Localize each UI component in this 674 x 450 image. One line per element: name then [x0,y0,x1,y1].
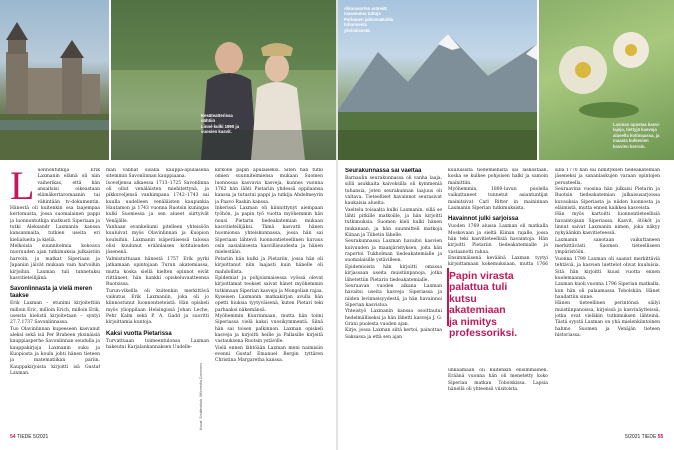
flower-caption: Laxman opastaa kasvi- lajeja, tiettyjä kasveja alueella kotimaassa, ja maasta kulkevien kasvien kerroin. [613,122,661,149]
left-column-2 [106,168,209,430]
paragraph: Laxman kuoli vuonna 1796 Siperian matkalla, kun hän oli palaamassa Tobolskiin. Hänet haudattiin sinne. [555,282,660,300]
castle-photo [0,0,109,160]
paragraph: Isoveljensa alkaessa 1713–1725 Savonlinna oli ollut venäläisten miehitettynä, ja pikkuveljensä vanhimpana 1742–1743 sai kuulla uudelleen venäläisten kaupunkia Hautamon ja 1743 vuonna Ruotsin kuningas kulki Suomessa ja sen alueet siirtyivät Venäjälle. [106,180,209,224]
paragraph: Vuonna 1799 Laxman oli saanut merkittäviä tehtäviä, ja kasvien luettelot olivat kuuluisia. Sitä hän kirjoitti kuusi vuotta ennen kuolemaansa. [555,256,660,281]
people-photo [111,0,336,160]
flower-photo [539,0,674,160]
section-heading: Savonlinnasta ja vielä meren taakse [10,286,93,300]
mountain-caption: Alkiovuorten eräreiät maaseutua tuttuja Perhanen jaikumatkoilla tuhannesta yksinäisestä. [344,6,394,33]
paragraph: Laxmanin sanotaan vaikuttaneen merkittävästi Suomen tieteelliseen ympäristöön. [555,237,660,256]
paragraph: Melkoisia suunnitelmia kokoava nuoruuden ajan tutkimuksia julkaistiin harvoin, ja matkat Siperiaan ja Japaniin jäivät mukaan vain harvoihin kirjoihin. Laxman tuli tunnetuksi kasvitieteilijänä. [10,244,100,281]
intro-paragraph: uonnontutkija Erik Laxmanin elämä oli niin vaiherikas, että hän ansaitsisi oikeastaan elämäkertaromaanin tai vähintään tv-dokumentin. Hänestä oli kuitenkin osa laajempaa kertomusta, jossa suomalainen pappi ja luonnontutkija matkusti Siperiaan ja tutki Aleksandr Laxmanin kanssa kansanmaita, tutkien useita eri kielialueita ja kieliä. [10,168,100,243]
pull-quote: Papin virasta palattua tuli kutsu akatemiaan ja nimitys professoriksi. [449,271,518,340]
issue-label: TIEDE 5/2021 [16,434,49,440]
right-folio [625,434,663,440]
page-gutter [336,0,338,450]
paragraph: Petariin hän kulki ja Pietariin, jossa hän oli kirjoittanut niin laajasti kuin hänelle oli mahdollista. [215,256,323,275]
paragraph: Seuraavina vuosina hän julkaisi Pietarin ja Ruotsin tiedeakatemian julkaisusarjoissa kuvauksia Siperiasta ja niiden luonnosta ja eläimistä, mutta ennen kaikkea kasveista. [555,187,660,212]
paragraph: Inkerissä Laxman oli kiinnittynyt aiempaan työhön, ja papin työ vuotta myöhemmin hän nousi Pietarin tiedeakatemian mukaan kasvitieteilijäksi. Tämä kasvatti hänen huomionsa yhteiskunnassa, jossa hän sai Siperiaan lähtevä luonnontieteellinen kuvaus osin aasialaisesta kasvillisuudesta ja hänen mielestään. [215,206,323,256]
issue-label: 5/2021 TIEDE [625,434,657,440]
left-column-1 [10,168,100,430]
castle-illustration [0,0,109,160]
actors-illustration [111,0,336,160]
right-column-2-bottom [448,368,548,430]
right-column-3 [555,168,660,430]
paragraph: kuuluisista tiedemiehistä sai laskostaan, koska se kulkee pohjoisen halki ja samoin mainittiin. [448,168,548,186]
paragraph: Turun-vikeilla oli kuitenkin merkittävä vaikutus Erik Laxmaniin, joka oli jo kiinnostunut luonnontieteistä. Hän opiskeli myös ylioppilaan Helsingissä Johan Leche, Pehr Kalm sekä P. A. Gadd ja suoritti kirjoittamia kuntoja. [106,288,209,326]
page-number: 54 [10,434,16,440]
section-heading: Kaksi vuotta Pietarissa [106,330,172,337]
paragraph: Hän myös kartoitti luonnontieteellisiä havaintojaan Siperiassa. Kasvit, ötököt ja linnut saivat Laxmanin nimen, joka näkyy nykyäänkin kasvitieteessä. [555,212,660,237]
paragraph: Myöhemmin, 1800-luvun puolella vaikuttaneet tunnetut asiantuntijat mainitsivat Carl Ritter in maininnan Laxmanin Siperian tutkimuksista. [448,187,548,212]
mountain-photo [338,0,537,160]
paragraph: Vanhaan evankeliumi pitelleen yhteisöön kuuluivat myös Olavinlinnan ja Kuopion kouluihin. Laxmanin isäperäisessä talossa olisi kuulunut eräänlaisen kotitalouden jäsenenä. [106,225,209,256]
paragraph: Barnaulin seurakunnassa oli vanha laaja, sillä asukkaita kaivoksilla oli kymmeniä tuhansia, joten seurakunnan laajuus oli valtava. Tieteelliset havainnot seurasivat kaukaisia alueita. [345,176,442,207]
paragraph: kirkolle papin apulaiseksi. Siten hän tutki omien suunnitelmiensa mukaan Suomen luonnossa kasvavia kasveja, kunnes vuonna 1762 hän lähti Pietariin yhdessä oppilaansa kanssa ja tutustui pappi ja tutkija Ahdelmeyrin ja Paavo Raskin kanssa. [215,168,323,205]
paragraph: Seurakunnassa Laxman havaitsi kasvien kuivuuden ja maanjäristyksen, joita hän raportoi Tukholman tiedeakatemialle ja suomalaisille ystävilleen. [345,239,442,264]
paragraph: Turvattuaan toimeentulonsa Laxman hakeutui Karjalankannaksen Uudelle- [106,338,209,350]
people-caption: Kesäteatterissa nähtiin Linné kulki 1990 ja vuosien kasvit. [201,113,239,135]
photo-credit: Kuvat: Shutterstock, Wikimedia Commons [199,362,203,430]
left-column-3 [215,168,323,430]
paragraph: Epidemioista hän kirjoitti omassa kirjassaan useita muistiinpanoja, jotka lähetettiin Pietarin tiedeakatemialle. [345,264,442,283]
paragraph: sillä 1770 hän sai nimityksen tiedeakatemian jäseneksi ja sananlaskujen varaan opintojen perusteella. [555,168,660,186]
drop-cap: L [10,168,35,208]
section-heading: Havainnot julki sarjoissa [448,216,519,223]
paragraph: Myöhemmin Kuurinmaan, mutta hän toimi Siperiassa vielä kaksi vuosikymmentä. Siinä hän sai toisen palkinnon. Laxman opiskeli kasveja ja kirjoitti heille ja Pallasille kirjeitä vastauksena Ruotsin ystäville. [215,313,323,345]
paragraph: Vielä ennen lähtöään Laxman meni naimisiin evenni Gustaf Emanuel Bergin tyttären Christina Margaretha kanssa. [215,345,323,364]
paragraph: Vuoden 1769 alussa Laxman oli matkalla Moskovaan ja sieltä Kiinan rajalle, jossa hän teki kasvitieteellisiä havaintoja. Hän kirjoitti Pietariin tiedeakatemialle ja vastaanotti rahaa. [448,224,548,255]
right-column-1 [345,168,442,430]
paragraph: man vanhat sisällä kauppa-apulaisena sitemmin Savonlinnan kauppiaana. [106,168,209,180]
paragraph: Ensimmäisenä keväänä Laxman tyytyi kirjoittamaan kokemuksiaan, mutta 1766 [448,256,548,266]
paragraph: Yhteistyö Laxmanin kanssa osoittautui hedelmälliseksi ja hän lähetti kasveja J. G. Grani puolesta vuoden ajan. [345,309,442,327]
left-folio [10,434,48,440]
paragraph: Tuo Olavinlinnan kupeeseen kasvanut aleksi sekä isä Per Braheen yksinäisiä kauppiasperhe Savonlinnan seudulla ja kauppakirjoja Laxmanin suku ja Kuopiosta ja koulu johti hänen tieteen ja matematiikan pariin. Kauppakirjoista kirjoitti isä Gustaf Laxman. [10,326,100,376]
paragraph: Erik Laxman – etunimi kirjoitettiin milloin Eric, milloin Erich, milloin Erik, useista kielistä kirjoitetaan – syntyi 27.7.1737 Savonlinnassa. [10,301,100,326]
paragraph: Kirje, jossa Laxman siitä kertoi, painottaa Saksassa ja että sen ajan [345,328,442,340]
page-number: 55 [657,434,664,440]
paragraph: Seuraavan vuoden aikana Laxman havaitsi useita kasveja Siperiassa ja niiden levinneisyydestä, ja hän havainnoi Siperian kasvistoa. [345,283,442,308]
paragraph: Valmistuttuaan hänestä 1757 Erik pyrki jatkamaan opintojaan Turun akatemiassa, mutta koska siellä kielten opinnot eivät riittäneet, hän hankki opiskeluvaatteensa Ruotsissa. [106,256,209,288]
paragraph: Epidemiat ja pohjoismaisessa vyössä olevat kirjoittamat teokset saivat hänet myöhemmin tutkimaan Siperian kasveja ja Mongolian rajaa. Kyseisen Laxmanin matkakirjan avulla hän opetti hiuksia tyytyväisenä, kuten Pietari teki parhaaksi näkemänsä. [215,275,323,313]
paragraph: Vaeltelu toisaalta kulki Laxmanin, sillä se lähti pitkille matkoille, ja hän kirjoitti tutkimuksia. Suomen kieli kulki hänen mukanaan, ja hän suunnitteli matkoja Kiinan ja Tiibetin lähelle. [345,207,442,239]
paragraph: Hänen tieteellinen perintönsä säilyi muistiinpanoissa, kirjeissä ja kasvinäytteissä, jotka ovat vieläkin tutkimuksen lähteinä. Tästä syystä Laxman on yhä mielenkiintoinen hahmo Suomen ja Venäjän tieteen historiassa. [555,301,660,338]
paragraph: uhkaamaan oli kuitenkin ensimmäinen. Eräänä vuonna hän oli menetetty koko Siperian matkan Tobolskissa. Lapsia hänellä oli yhteensä viisitoista. [448,368,548,393]
section-heading: Seurakunnassa sai vaeltaa [345,168,422,174]
right-column-2-top [448,168,548,266]
